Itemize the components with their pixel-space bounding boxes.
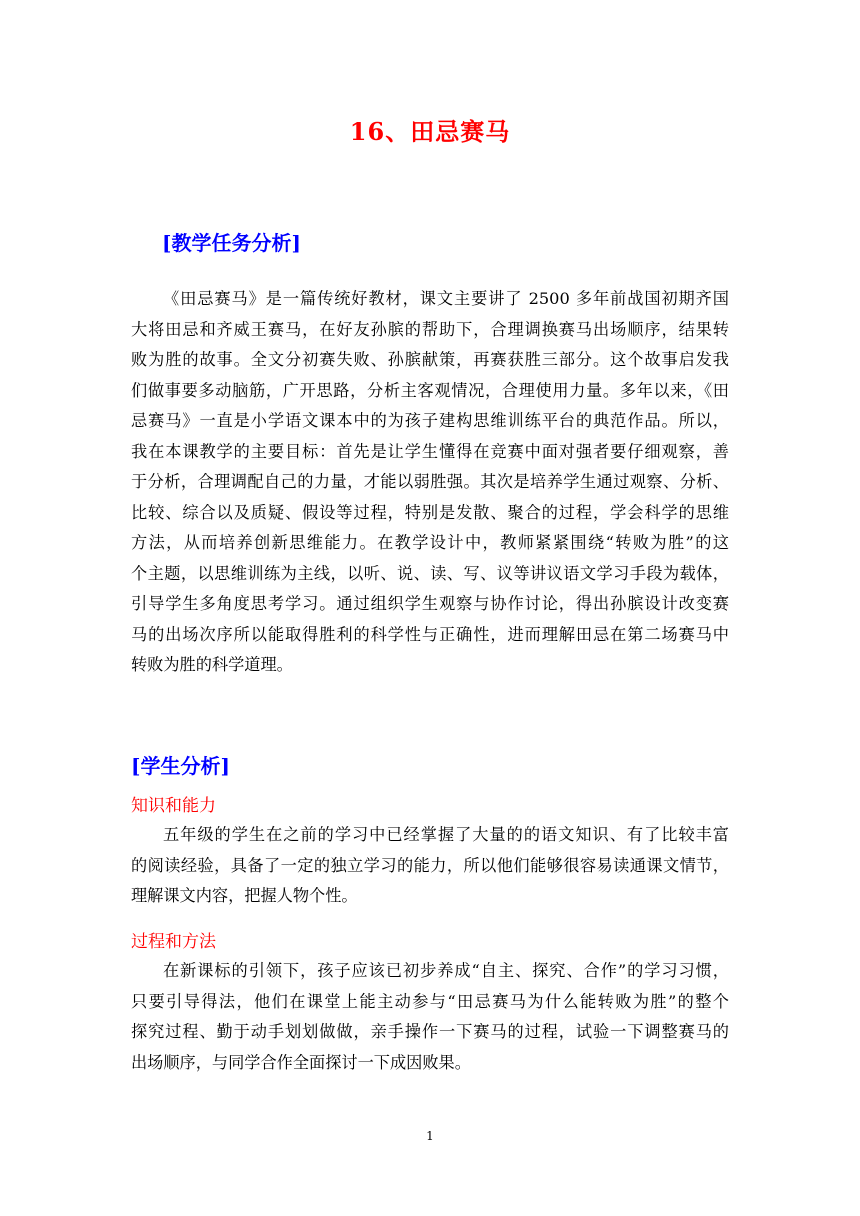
subheading-knowledge-ability: 知识和能力 <box>131 796 216 816</box>
page-number: 1 <box>426 1129 434 1143</box>
knowledge-ability-paragraph <box>131 820 729 912</box>
paragraph-line: 马的出场次序所以能取得胜利的科学性与正确性，进而理解田忌在第二场赛马中 <box>131 624 729 644</box>
paragraph-line: 《田忌赛马》是一篇传统好教材，课文主要讲了 2500 多年前战国初期齐国 <box>163 289 729 308</box>
paragraph-line: 只要引导得法，他们在课堂上能主动参与“田忌赛马为什么能转败为胜”的整个 <box>131 991 729 1011</box>
paragraph-line: 比较、综合以及质疑、假设等过程，特别是发散、聚合的过程，学会科学的思维 <box>131 502 729 522</box>
paragraph-line: 个主题，以思维训练为主线，以听、说、读、写、议等讲议语文学习手段为载体， <box>131 563 729 583</box>
paragraph-line: 败为胜的故事。全文分初赛失败、孙膑献策，再赛获胜三部分。这个故事启发我 <box>131 350 729 369</box>
document-title: 16、田忌赛马 <box>349 117 511 146</box>
paragraph-line: 方法，从而培养创新思维能力。在教学设计中，教师紧紧围绕“转败为胜”的这 <box>131 533 729 552</box>
subheading-process-method: 过程和方法 <box>131 932 216 952</box>
paragraph-line: 大将田忌和齐威王赛马，在好友孙膑的帮助下，合理调换赛马出场顺序，结果转 <box>131 319 729 339</box>
teaching-analysis-paragraph <box>131 284 729 681</box>
paragraph-line: 们做事要多动脑筋，广开思路，分析主客观情况，合理使用力量。多年以来，《田 <box>131 380 729 400</box>
section-heading-student-analysis: [学生分析] <box>131 754 230 778</box>
paragraph-line: 引导学生多角度思考学习。通过组织学生观察与协作讨论，得出孙膑设计改变赛 <box>131 594 729 613</box>
paragraph-line: 转败为胜的科学道理。 <box>131 655 293 674</box>
paragraph-line: 出场顺序，与同学合作全面探讨一下成因败果。 <box>131 1052 471 1072</box>
paragraph-line: 我在本课教学的主要目标：首先是让学生懂得在竞赛中面对强者要仔细观察，善 <box>131 441 729 461</box>
paragraph-line: 理解课文内容，把握人物个性。 <box>131 886 358 905</box>
paragraph-line: 探究过程、勤于动手划划做做，亲手操作一下赛马的过程，试验一下调整赛马的 <box>131 1022 729 1041</box>
process-method-paragraph <box>131 956 729 1078</box>
paragraph-line: 于分析，合理调配自己的力量，才能以弱胜强。其次是培养学生通过观察、分析、 <box>131 472 729 491</box>
paragraph-line: 忌赛马》一直是小学语文课本中的为孩子建构思维训练平台的典范作品。所以， <box>131 411 729 430</box>
paragraph-line: 五年级的学生在之前的学习中已经掌握了大量的的语文知识、有了比较丰富 <box>163 825 729 844</box>
paragraph-line: 在新课标的引领下，孩子应该已初步养成“自主、探究、合作”的学习习惯， <box>163 961 729 980</box>
section-heading-teaching-analysis: [教学任务分析] <box>162 231 301 255</box>
paragraph-line: 的阅读经验，具备了一定的独立学习的能力，所以他们能够很容易读通课文情节， <box>131 855 729 875</box>
